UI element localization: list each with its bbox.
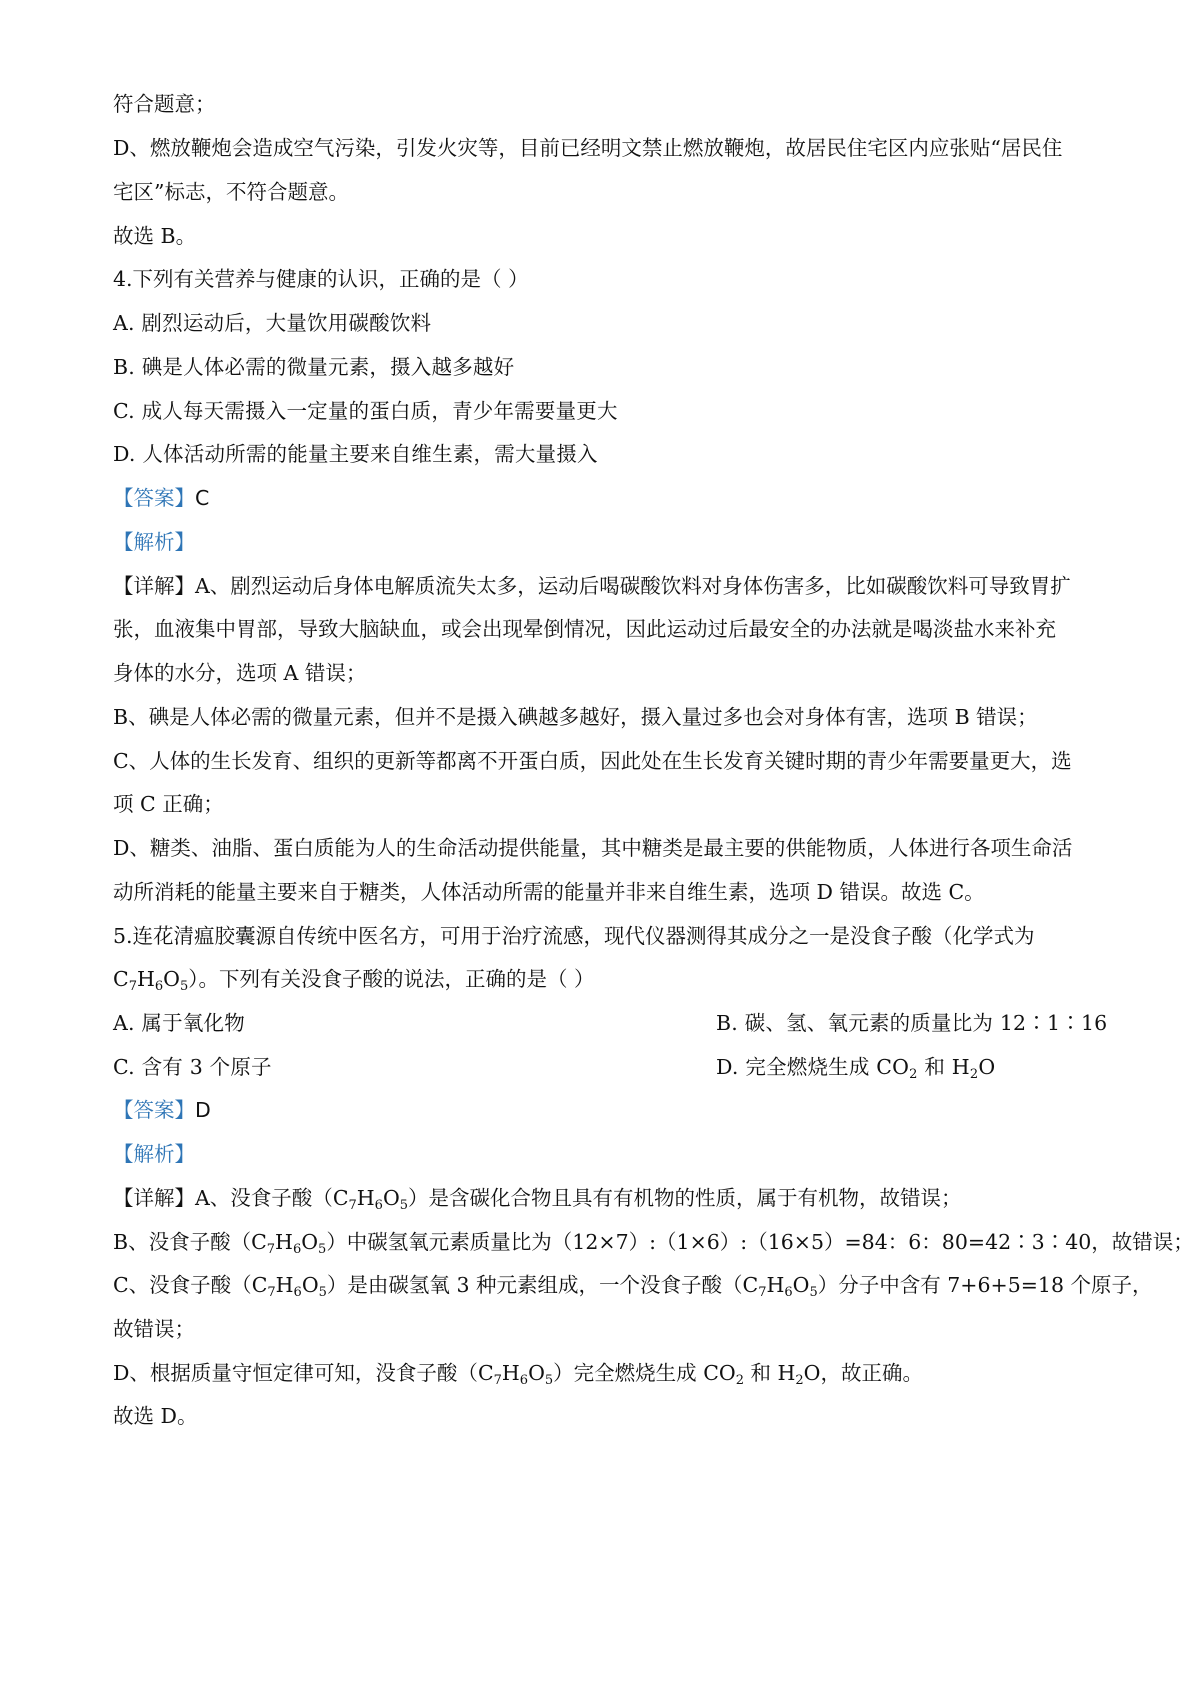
paragraph: 符合题意； [113, 92, 216, 116]
q4-detail-line: C、人体的生长发育、组织的更新等都离不开蛋白质，因此处在生长发育关键时期的青少年需要量更大，选 [113, 749, 1072, 773]
q4-answer [113, 483, 1103, 513]
answer-value: C [195, 486, 210, 510]
q4-option-a: A. 剧烈运动后，大量饮用碳酸饮料 [113, 311, 432, 335]
q5-option-c: C. 含有 3 个原子 [113, 1055, 272, 1079]
q5-option-d: D. 完全燃烧生成 $CO_2$ 和 $H_2O$ [716, 1055, 996, 1082]
chemical-formula: $C_7H_6O_5$ [742, 1273, 818, 1300]
q4-analysis-tag: 【解析】 [113, 530, 195, 554]
q4-option-c: C. 成人每天需摄入一定量的蛋白质，青少年需要量更大 [113, 399, 618, 423]
q4-detail-line: 项 C 正确； [113, 792, 224, 816]
chemical-formula: $C_7H_6O_5$ [477, 1361, 554, 1388]
q5-analysis-tag: 【解析】 [113, 1142, 195, 1166]
answer-tag: 【答案】 [113, 486, 195, 510]
q4-detail-line: 身体的水分，选项 A 错误； [113, 661, 367, 685]
q4-detail-line: B、碘是人体必需的微量元素，但并不是摄入碘越多越好，摄入量过多也会对身体有害，选项 B 错误； [113, 705, 1038, 729]
question-4-stem: 4.下列有关营养与健康的认识，正确的是（ ） [113, 267, 529, 291]
question-5-stem: 5.连花清瘟胶囊源自传统中医名方，可用于治疗流感，现代仪器测得其成分之一是没食子酸（化学式为 [113, 924, 1035, 948]
chemical-formula: $C_7H_6O_5$ [251, 1230, 327, 1257]
q5-detail-line: C、没食子酸$(C_7H_6O_5)$是由碳氢氧 3 种元素组成，一个没食子酸$(C_7H_6O_5)$分子中含有 7+6+5=18 个原子， [113, 1273, 1153, 1300]
q4-detail-line: 动所消耗的能量主要来自于糖类，人体活动所需的能量并非来自维生素，选项 D 错误。故选 C。 [113, 880, 985, 904]
chemical-formula: $C_7H_6O_5$ [251, 1273, 327, 1300]
q4-option-b: B. 碘是人体必需的微量元素，摄入越多越好 [113, 355, 515, 379]
paragraph: 宅区”标志，不符合题意。 [113, 180, 349, 204]
q5-answer [113, 1095, 1103, 1125]
q5-options-row-1 [113, 1008, 1108, 1038]
chemical-formula: $C_7H_6O_5$ [332, 1186, 409, 1213]
q5-detail-line: 【详解】A、没食子酸$(C_7H_6O_5)$是含碳化合物且具有有机物的性质，属于有机物，故错误； [113, 1186, 962, 1213]
paragraph: 故选 B。 [113, 224, 197, 248]
answer-tag: 【答案】 [113, 1098, 195, 1122]
answer-value: D [195, 1098, 211, 1122]
q5-detail-line: B、没食子酸$(C_7H_6O_5)$中碳氢氧元素质量比为（12×7）:（1×6）:（16×5）=84：6：80=42∶3∶40，故错误； [113, 1230, 1194, 1257]
chemical-formula: $C_7H_6O_5$ [113, 967, 189, 994]
q5-option-a: A. 属于氧化物 [113, 1011, 245, 1035]
q4-detail-line: D、糖类、油脂、蛋白质能为人的生命活动提供能量，其中糖类是最主要的供能物质，人体进行各项生命活 [113, 836, 1073, 860]
q5-detail-line: D、根据质量守恒定律可知，没食子酸$(C_7H_6O_5)$完全燃烧生成 $CO_2$ 和 $H_2O$，故正确。 [113, 1361, 923, 1388]
q4-detail-line: 【详解】A、剧烈运动后身体电解质流失太多，运动后喝碳酸饮料对身体伤害多，比如碳酸饮料可导致胃扩 [113, 574, 1071, 598]
question-5-stem-cont: $C_7H_6O_5$）。下列有关没食子酸的说法，正确的是（ ） [113, 967, 595, 994]
q5-option-b: B. 碳、氢、氧元素的质量比为 12∶1∶16 [716, 1011, 1108, 1035]
q5-options-row-2 [113, 1052, 1103, 1082]
q4-option-d: D. 人体活动所需的能量主要来自维生素，需大量摄入 [113, 442, 598, 466]
q5-conclusion: 故选 D。 [113, 1404, 198, 1428]
q5-detail-line: 故错误； [113, 1317, 195, 1341]
q4-detail-line: 张，血液集中胃部，导致大脑缺血，或会出现晕倒情况，因此运动过后最安全的办法就是喝淡盐水来补充 [113, 617, 1056, 641]
paragraph: D、燃放鞭炮会造成空气污染，引发火灾等，目前已经明文禁止燃放鞭炮，故居民住宅区内应张贴“居民住 [113, 136, 1063, 160]
